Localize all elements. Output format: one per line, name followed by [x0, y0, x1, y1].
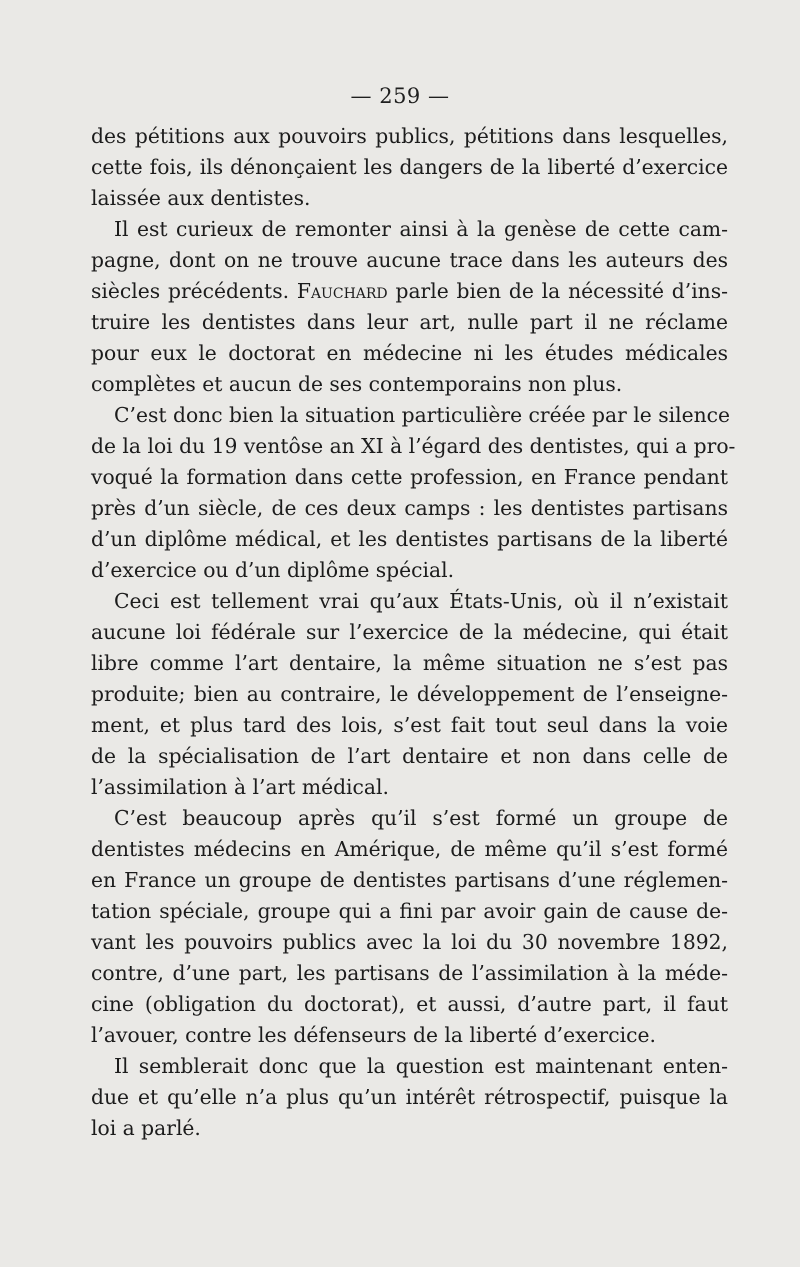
- text-line: contre, d’une part, les partisans de l’assimilation à la méde-: [91, 961, 728, 985]
- text-line: Ceci est tellement vrai qu’aux États-Unis, où il n’existait: [114, 589, 728, 613]
- text-line: cine (obligation du doctorat), et aussi, d’autre part, il faut: [91, 992, 728, 1016]
- text-line: truire les dentistes dans leur art, nulle part il ne réclame: [91, 310, 728, 334]
- text-line: vant les pouvoirs publics avec la loi du 30 novembre 1892,: [91, 930, 728, 954]
- text-line: tation spéciale, groupe qui a fini par avoir gain de cause de-: [91, 899, 728, 923]
- text-line: complètes et aucun de ses contemporains non plus.: [91, 372, 623, 396]
- text-line: d’exercice ou d’un diplôme spécial.: [91, 558, 455, 582]
- paragraph-1: [91, 121, 728, 214]
- text-line: voqué la formation dans cette profession, en France pendant: [91, 465, 728, 489]
- text-line: dentistes médecins en Amérique, de même qu’il s’est formé: [91, 837, 728, 861]
- text-line: près d’un siècle, de ces deux camps : les dentistes partisans: [91, 496, 728, 520]
- text-line: Il semblerait donc que la question est maintenant enten-: [114, 1054, 728, 1078]
- text-line: pagne, dont on ne trouve aucune trace dans les auteurs des: [91, 248, 728, 272]
- text-line: loi a parlé.: [91, 1116, 201, 1140]
- text-line: cette fois, ils dénonçaient les dangers de la liberté d’exercice: [91, 155, 728, 179]
- paragraph-4: [91, 586, 728, 803]
- text-line: l’assimilation à l’art médical.: [91, 775, 389, 799]
- text-line: d’un diplôme médical, et les dentistes partisans de la liberté: [91, 527, 728, 551]
- text-line: produite; bien au contraire, le développement de l’enseigne-: [91, 682, 728, 706]
- paragraph-5: [91, 803, 728, 1051]
- author-name-smallcaps: Fauchard: [296, 279, 388, 303]
- text-line: C’est beaucoup après qu’il s’est formé un groupe de: [114, 806, 728, 830]
- text-line: Il est curieux de remonter ainsi à la genèse de cette cam-: [114, 217, 728, 241]
- text-line: aucune loi fédérale sur l’exercice de la médecine, qui était: [91, 620, 728, 644]
- text-line: l’avouer, contre les défenseurs de la liberté d’exercice.: [91, 1023, 656, 1047]
- page-number: — 259 —: [350, 84, 450, 108]
- text-line: de la spécialisation de l’art dentaire et non dans celle de: [91, 744, 728, 768]
- text-line: libre comme l’art dentaire, la même situation ne s’est pas: [91, 651, 728, 675]
- text-line: due et qu’elle n’a plus qu’un intérêt rétrospectif, puisque la: [91, 1085, 728, 1109]
- text-line: pour eux le doctorat en médecine ni les études médicales: [91, 341, 728, 365]
- text-line: C’est donc bien la situation particulière créée par le silence: [114, 403, 731, 427]
- paragraph-2: [91, 214, 728, 400]
- text-line: laissée aux dentistes.: [91, 186, 311, 210]
- text-line: ment, et plus tard des lois, s’est fait tout seul dans la voie: [91, 713, 728, 737]
- text-line: siècles précédents. Fauchard parle bien de la nécessité d’ins-: [91, 279, 729, 303]
- text-line: en France un groupe de dentistes partisans d’une réglemen-: [91, 868, 728, 892]
- body-text: [91, 121, 736, 1144]
- paragraph-3: [91, 400, 736, 586]
- text-line: des pétitions aux pouvoirs publics, pétitions dans lesquelles,: [91, 124, 728, 148]
- paragraph-6: [91, 1051, 728, 1144]
- text-line: de la loi du 19 ventôse an XI à l’égard des dentistes, qui a pro-: [91, 434, 736, 458]
